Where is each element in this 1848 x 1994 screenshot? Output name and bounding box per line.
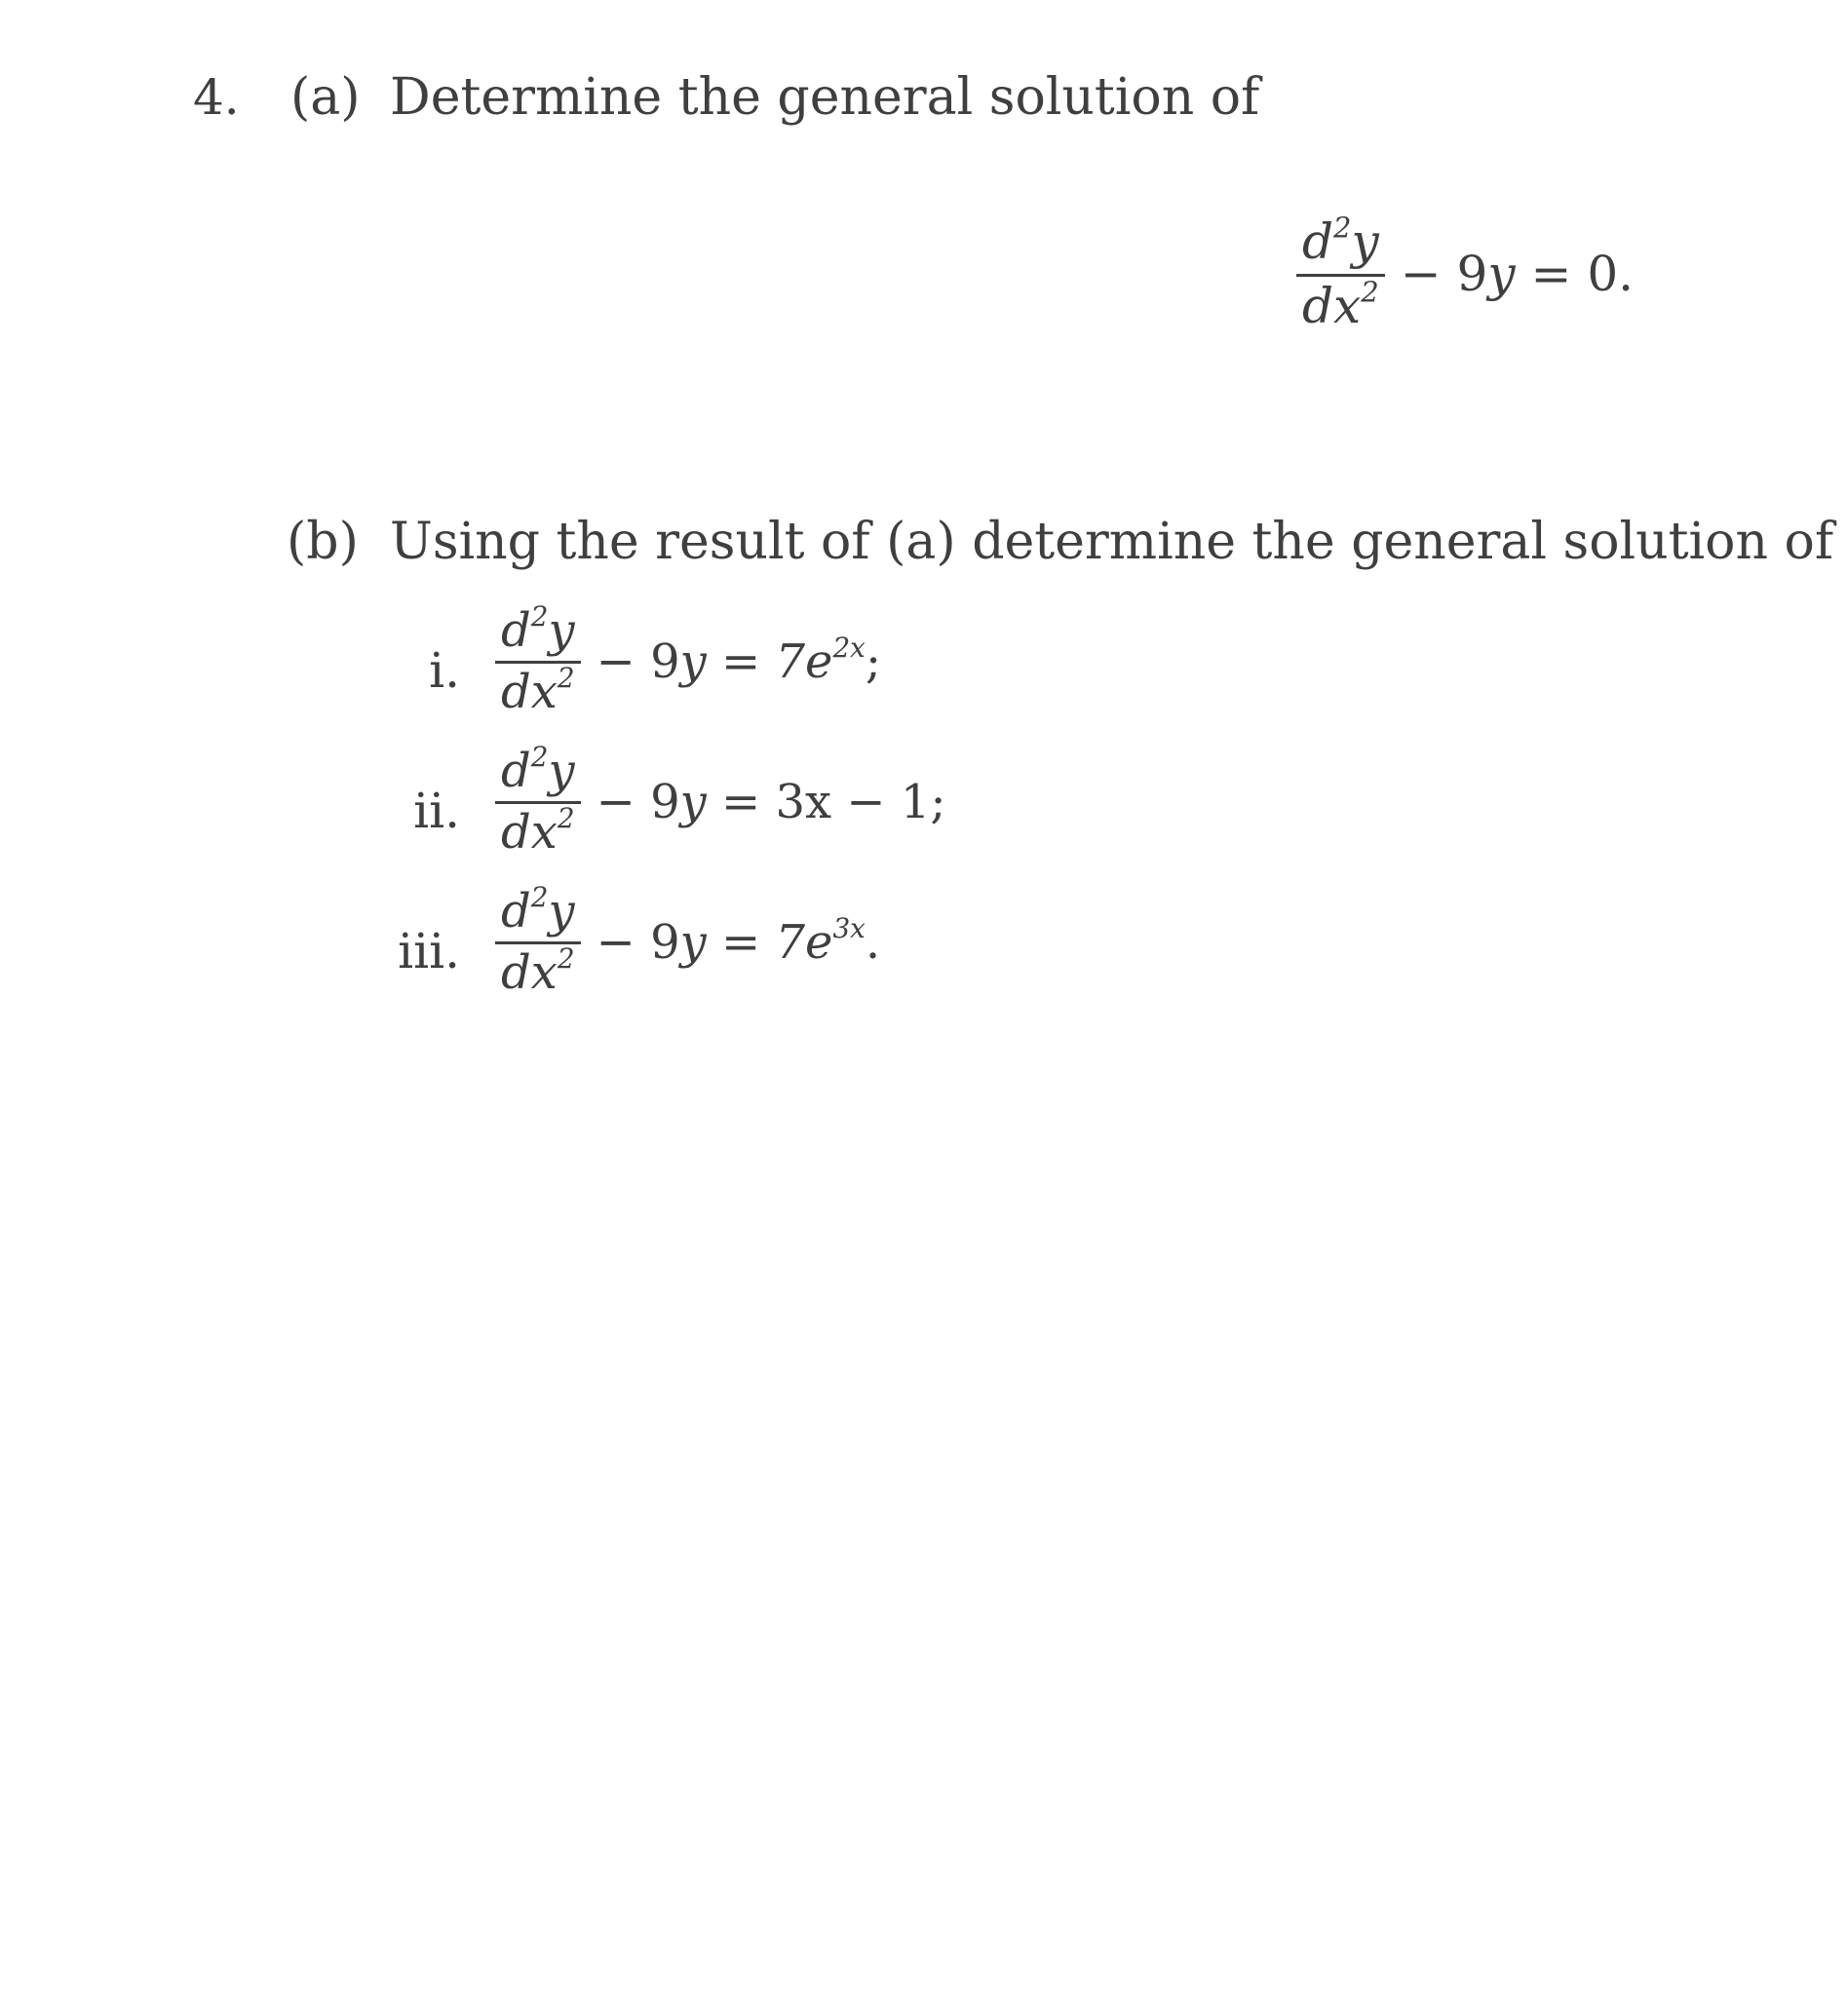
- part-b-text: Using the result of (a) determine the general solution of: [390, 513, 1834, 571]
- derivative-fraction: [1296, 211, 1385, 334]
- derivative-fraction: [495, 600, 581, 720]
- equation-rhs: − 9y = 3x − 1;: [596, 774, 946, 829]
- fraction-denominator: $dx^2$: [501, 662, 575, 720]
- fraction-numerator: $d^2y$: [495, 887, 581, 944]
- item-i-equation: [495, 600, 882, 720]
- derivative-fraction: [495, 881, 581, 1001]
- item-iii-equation: [495, 881, 881, 1001]
- item-ii-equation: [495, 741, 946, 861]
- derivative-fraction: [495, 741, 581, 861]
- part-a-equation: [1296, 211, 1635, 334]
- item-iii-label: iii.: [398, 923, 460, 979]
- fraction-denominator: $dx^2$: [501, 802, 575, 861]
- fraction-numerator: $d^2y$: [495, 606, 581, 664]
- item-ii-label: ii.: [413, 783, 460, 839]
- fraction-denominator: $dx^2$: [1302, 274, 1379, 334]
- fraction-numerator: $d^2y$: [495, 747, 581, 804]
- part-b-label: (b): [287, 513, 359, 571]
- question-number: 4.: [193, 69, 240, 126]
- equation-rhs: − $9y = 7e^{2x}$;: [596, 632, 882, 689]
- part-a-label: (a): [290, 68, 361, 127]
- fraction-numerator: $d^2y$: [1296, 216, 1385, 277]
- fraction-denominator: $dx^2$: [501, 942, 575, 1001]
- item-i-label: i.: [429, 642, 460, 699]
- equation-rhs: − $9y = 7e^{3x}$.: [596, 912, 881, 970]
- part-a-text: Determine the general solution of: [390, 68, 1260, 127]
- equation-rhs: − 9y = 0.: [1400, 246, 1635, 302]
